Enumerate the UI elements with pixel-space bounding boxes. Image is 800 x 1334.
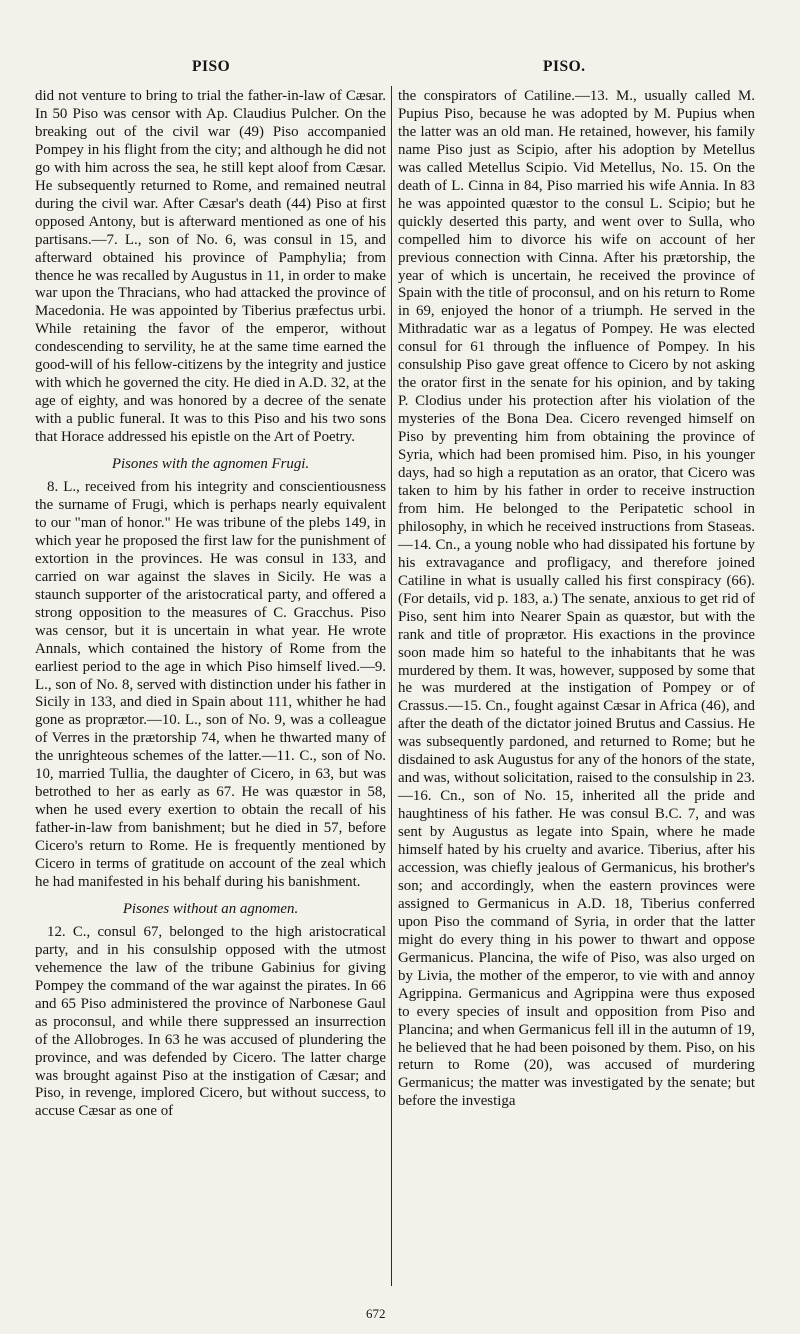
right-column [398,88,755,1111]
section-heading-frugi: Pisones with the agnomen Frugi. [111,456,310,473]
left-running-title: PISO [192,58,231,75]
left-paragraph-2: 8. L., received from his integrity and conscientiousness the surname of Frugi, which is perhaps nearly equivalent to our "man of honor." He was tribune of the plebs 149, in which year he proposed the first law for the punishment of extortion in the provinces. He was consul in 133, and carried on war against the slaves in Sicily. He was a staunch supporter of the aristocratical party, and offered a strong opposition to the measures of C. Gracchus. Piso was censor, but it is uncertain in what year. He wrote Annals, which contained the history of Rome from the earliest period to the age in which Piso himself lived.—9. L., son of No. 8, served with distinction under his father in Sicily in 133, and died in Spain about 111, whither he had gone as proprætor.—10. L., son of No. 9, was a colleague of Verres in the prætorship 74, when he thwarted many of the unrighteous schemes of the latter.—11. C., son of No. 10, married Tullia, the daughter of Cicero, in 63, but was betrothed to her as early as 67. He was quæstor in 58, when he used every exertion to obtain the recall of his father-in-law from banishment; but he died in 57, before Cicero's return to Rome. He is frequently mentioned by Cicero in terms of gratitude on account of the zeal which he had manifested in his behalf during his banishment. [35,479,386,890]
left-column [35,88,386,1121]
right-paragraph-1: the conspirators of Catiline.—13. M., usually called M. Pupius Piso, because he was adopted by M. Pupius when the latter was an old man. He retained, however, his family name Piso just as Scipio, after his adoption by Metellus was called Metellus Scipio. Vid Metellus, No. 15. On the death of L. Cinna in 84, Piso married his wife Annia. In 83 he was appointed quæstor to the consul L. Scipio; but he quickly deserted this party, and went over to Sulla, who compelled him to divorce his wife on account of her previous connection with Cinna. After his prætorship, the year of which is uncertain, he received the province of Spain with the title of proconsul, and on his return to Rome in 69, enjoyed the honor of a triumph. He served in the Mithradatic war as a legatus of Pompey. He was elected consul for 61 through the influence of Pompey. In his consulship Piso gave great offence to Cicero by not asking the orator first in the senate for his opinion, and by taking P. Clodius under his protection after his violation of the mysteries of the Bona Dea. Cicero revenged himself on Piso by preventing him from obtaining the province of Syria, which had been promised him. Piso, in his younger days, had so high a reputation as an orator, that Cicero was taken to him by his father in order to receive instruction from him. He belonged to the Peripatetic school in philosophy, in which he received instructions from Staseas.—14. Cn., a young noble who had dissipated his fortune by his extravagance and profligacy, and therefore joined Catiline in what is usually called his first conspiracy (66). (For details, vid p. 183, a.) The senate, anxious to get rid of Piso, sent him into Nearer Spain as quæstor, but with the rank and title of proprætor. His exactions in the province soon made him so hateful to the inhabitants that he was murdered by them. It was, however, supposed by some that he was murdered at the instigation of Pompey or of Crassus.—15. Cn., fought against Cæsar in Africa (46), and after the death of the dictator joined Brutus and Cassius. He was subsequently pardoned, and returned to Rome; but he disdained to ask Augustus for any of the honors of the state, and was, without solicitation, raised to the consulship in 23.—16. Cn., son of No. 15, inherited all the pride and haughtiness of his father. He was consul B.C. 7, and was sent by Augustus as legate into Spain, where he made himself hated by his cruelty and avarice. Tiberius, after his accession, was chiefly jealous of Germanicus, his brother's son; and accordingly, when the eastern provinces were assigned to Germanicus in A.D. 18, Tiberius conferred upon Piso the command of Syria, in order that the latter might do every thing in his power to thwart and oppose Germanicus. Plancina, the wife of Piso, was also urged on by Livia, the mother of the emperor, to vie with and annoy Agrippina. Germanicus and Agrippina were thus exposed to every species of insult and opposition from Piso and Plancina; and when Germanicus fell ill in the autumn of 19, he believed that he had been poisoned by them. Piso, on his return to Rome (20), was accused of murdering Germanicus; the matter was investigated by the senate; but before the investiga [398,88,755,1110]
left-paragraph-3: 12. C., consul 67, belonged to the high aristocratical party, and in his consulship opposed with the utmost vehemence the law of the tribune Gabinius for giving Pompey the command of the war against the pirates. In 66 and 65 Piso administered the province of Narbonese Gaul as proconsul, and while there suppressed an insurrection of the Allobroges. In 63 he was accused of plundering the province, and was defended by Cicero. The latter charge was brought against Piso at the instigation of Cæsar; and Piso, in revenge, implored Cicero, but without success, to accuse Cæsar as one of [35,923,386,1120]
page-number: 672 [366,1306,386,1321]
left-paragraph-1: did not venture to bring to trial the father-in-law of Cæsar. In 50 Piso was censor with Ap. Claudius Pulcher. On the breaking out of the civil war (49) Piso accompanied Pompey in his flight from the city; and although he did not go with him across the sea, he still kept aloof from Cæsar. He subsequently returned to Rome, and remained neutral during the civil war. After Cæsar's death (44) Piso at first opposed Antony, but is afterward mentioned as one of his partisans.—7. L., son of No. 6, was consul in 15, and afterward obtained his province of Pamphylia; from thence he was recalled by Augustus in 11, in order to make war upon the Thracians, who had attacked the province of Macedonia. He was appointed by Tiberius præfectus urbi. While retaining the favor of the emperor, without condescending to servility, he at the same time earned the good-will of his fellow-citizens by the integrity and justice with which he governed the city. He died in A.D. 32, at the age of eighty, and was honored by a decree of the senate with a public funeral. It was to this Piso and his two sons that Horace addressed his epistle on the Art of Poetry. [35,88,386,446]
column-divider [391,86,392,1286]
right-running-title: PISO. [543,58,586,75]
section-heading-no-agnomen: Pisones without an agnomen. [122,900,299,917]
running-header [0,58,800,82]
